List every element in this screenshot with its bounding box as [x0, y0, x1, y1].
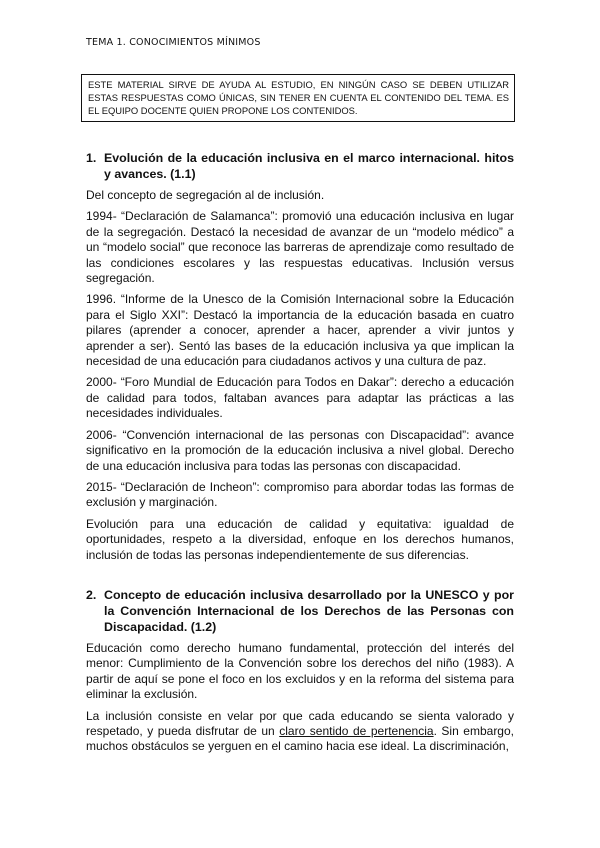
section-1-number: 1.: [86, 151, 97, 165]
section-1-heading: [86, 150, 514, 182]
section-2-number: 2.: [86, 587, 97, 602]
paragraph: Evolución para una educación de calidad y equitativa: igualdad de oportunidades, respeto a la diversidad, enfoque en los derechos humanos, inclusión de todas las personas independientemente de sus diferencias.: [86, 516, 514, 562]
disclaimer-box: ESTE MATERIAL SIRVE DE AYUDA AL ESTUDIO, EN NINGÚN CASO SE DEBEN UTILIZAR ESTAS RESPUESTAS COMO ÚNICAS, SIN TENER EN CUENTA EL CONTENIDO DEL TEMA. ES EL EQUIPO DOCENTE QUIEN PROPONE LOS CONTENIDOS.: [81, 74, 515, 122]
section-2-heading: [86, 587, 514, 635]
paragraph: Del concepto de segregación al de inclusión.: [86, 188, 325, 202]
paragraph: Educación como derecho humano fundamental, protección del interés del menor: Cumplimiento de la Convención sobre los derechos del niño (1983). A partir de aquí se pone el foco en los excluidos y en la reforma del sistema para eliminar la exclusión.: [86, 640, 514, 702]
main-content: [86, 150, 514, 761]
paragraph-text-start: La inclusión consiste en velar por que cada educando se sienta valorado y respetado, y pueda disfrutar de un: [86, 708, 514, 738]
paragraph: 2015- “Declaración de Incheon”: compromiso para abordar todas las formas de exclusión y marginación.: [86, 479, 514, 510]
paragraph-text-end: . Sin embargo, muchos obstáculos se yerguen en el camino hacia ese ideal. La discriminación,: [86, 723, 514, 754]
paragraph: 2006- “Convención internacional de las personas con Discapacidad”: avance significativo en la promoción de la educación inclusiva a nivel global. Derecho de una educación inclusiva para todas las personas con discapacidad.: [86, 427, 514, 473]
underlined-phrase: claro sentido de pertenencia: [279, 723, 434, 738]
section-2-title: Concepto de educación inclusiva desarrollado por la UNESCO y por la Convención Internacional de los Derechos de las Personas con Discapacidad. (1.2): [104, 587, 514, 634]
section-spacer: [86, 569, 514, 587]
running-header: TEMA 1. CONOCIMIENTOS MÍNIMOS: [86, 37, 261, 48]
paragraph: [86, 709, 514, 755]
section-1-title: Evolución de la educación inclusiva en el marco internacional. hitos y avances. (1.1): [104, 151, 514, 181]
paragraph: 1994- “Declaración de Salamanca”: promovió una educación inclusiva en lugar de la segregación. Destacó la necesidad de avanzar de un “modelo médico” a un “modelo social” que reconoce las barreras de aprendizaje como resultado de las condiciones escolares y las respuestas educativas. Inclusión versus segregación.: [86, 209, 514, 286]
paragraph: 2000- “Foro Mundial de Educación para Todos en Dakar”: derecho a educación de calidad para todos, faltaban avances para adaptar las prácticas a las necesidades individuales.: [86, 375, 514, 421]
paragraph: 1996. “Informe de la Unesco de la Comisión Internacional sobre la Educación para el Siglo XXI”: Destacó la importancia de la educación basada en cuatro pilares (aprender a conocer, aprender a hacer, aprender a vivir juntos y aprender a ser). Sentó las bases de la educación inclusiva ya que implican la necesidad de una educación para ciudadanos activos y una cultura de paz.: [86, 292, 514, 369]
